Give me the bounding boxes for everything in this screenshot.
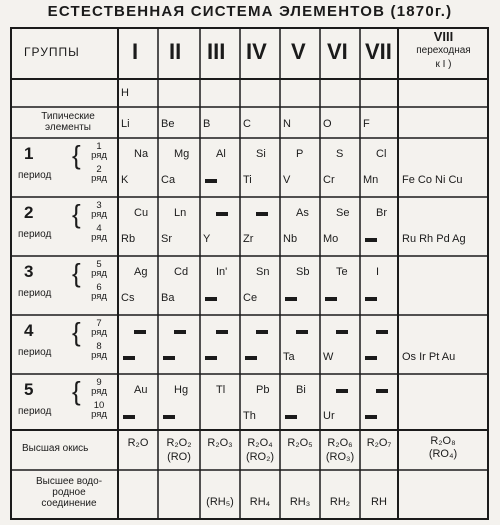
- element-cell: Cr: [323, 174, 335, 186]
- element-cell: Sb: [296, 266, 310, 278]
- row-word-top: ряд: [91, 268, 107, 279]
- row-number-bottom: 6: [96, 282, 102, 293]
- element-cell: Pb: [256, 384, 270, 396]
- row-word-top: ряд: [91, 150, 107, 161]
- element-cell: Mg: [174, 148, 190, 160]
- group-viii-header: [400, 31, 487, 71]
- missing-element-dash: [376, 389, 388, 393]
- groups-header: ГРУППЫ: [24, 45, 80, 59]
- missing-element-dash: [205, 179, 217, 183]
- row-word-top: ряд: [91, 386, 107, 397]
- element-cell: Ta: [283, 351, 295, 363]
- row-word-bottom: ряд: [91, 232, 107, 243]
- hydride-label-line-3: соединение: [41, 498, 97, 509]
- element-cell: Y: [203, 233, 211, 245]
- period-number: 4: [24, 321, 34, 340]
- element-cell: O: [323, 118, 332, 130]
- element-cell: B: [203, 118, 211, 130]
- row-number-top: 9: [96, 377, 102, 388]
- period-number: 3: [24, 262, 34, 281]
- row-number-top: 7: [96, 318, 102, 329]
- element-cell: K: [121, 174, 129, 186]
- missing-element-dash: [376, 330, 388, 334]
- row-word-top: ряд: [91, 209, 107, 220]
- missing-element-dash: [216, 330, 228, 334]
- oxide-formula: R₂O₇: [366, 437, 392, 449]
- group-viii-numeral: VIII: [433, 29, 454, 44]
- element-cell: Cu: [134, 207, 149, 219]
- missing-element-dash: [336, 330, 348, 334]
- oxide-formula-alt: (RO₄): [428, 448, 458, 460]
- oxide-formula: R₂O₂: [166, 437, 192, 449]
- period-label: период: [18, 347, 52, 358]
- group-viii-note-2: к I ): [435, 59, 452, 70]
- missing-element-dash: [174, 330, 186, 334]
- element-cell: Ti: [243, 174, 252, 186]
- element-cell: Se: [336, 207, 350, 219]
- element-cell: Mn: [363, 174, 379, 186]
- row-number-top: 3: [96, 200, 102, 211]
- group-viii-elements: Ru Rh Pd Ag: [402, 233, 466, 245]
- element-cell: Ln: [174, 207, 187, 219]
- element-cell: Nb: [283, 233, 298, 245]
- missing-element-dash: [245, 356, 257, 360]
- group-iv-header: IV: [246, 39, 267, 64]
- element-cell: As: [296, 207, 309, 219]
- row-word-bottom: ряд: [91, 409, 107, 420]
- element-cell: Th: [243, 410, 256, 422]
- brace-icon: {: [72, 258, 81, 288]
- element-cell: I: [376, 266, 380, 278]
- typical-label-line-1: Типические: [41, 111, 95, 122]
- brace-icon: {: [72, 317, 81, 347]
- element-cell: Rb: [121, 233, 136, 245]
- element-cell: Cd: [174, 266, 189, 278]
- element-cell: Cs: [121, 292, 135, 304]
- oxide-formula: R₂O₆: [327, 437, 353, 449]
- row-number-bottom: 4: [96, 223, 102, 234]
- element-cell: Sn: [256, 266, 270, 278]
- element-cell: P: [296, 148, 304, 160]
- oxide-formula-alt: (RO₂): [245, 451, 275, 463]
- missing-element-dash: [123, 415, 135, 419]
- group-i-header: I: [132, 39, 139, 64]
- group-ii-header: II: [169, 39, 182, 64]
- element-cell: S: [336, 148, 344, 160]
- missing-element-dash: [256, 330, 268, 334]
- element-cell: Si: [256, 148, 266, 160]
- missing-element-dash: [365, 238, 377, 242]
- missing-element-dash: [325, 297, 337, 301]
- element-cell: Be: [161, 118, 175, 130]
- element-cell: H: [121, 87, 129, 99]
- missing-element-dash: [365, 356, 377, 360]
- element-cell: V: [283, 174, 291, 186]
- element-cell: Zr: [243, 233, 254, 245]
- period-label: период: [18, 170, 52, 181]
- element-cell: Ce: [243, 292, 258, 304]
- period-label: период: [18, 288, 52, 299]
- missing-element-dash: [336, 389, 348, 393]
- oxide-formula-alt: (RO): [167, 451, 191, 463]
- missing-element-dash: [205, 356, 217, 360]
- period-label: период: [18, 229, 52, 240]
- row-word-bottom: ряд: [91, 173, 107, 184]
- oxide-formula: R₂O₃: [207, 437, 233, 449]
- element-cell: Na: [134, 148, 149, 160]
- missing-element-dash: [205, 297, 217, 301]
- element-cell: N: [283, 118, 291, 130]
- oxide-formula-alt: (RO₃): [325, 451, 355, 463]
- element-cell: Br: [376, 207, 387, 219]
- element-cell: Tl: [216, 384, 226, 396]
- row-number-top: 1: [96, 141, 102, 152]
- missing-element-dash: [163, 356, 175, 360]
- element-cell: Ca: [161, 174, 176, 186]
- element-cell: Bi: [296, 384, 306, 396]
- oxide-formula: R₂O₄: [247, 437, 273, 449]
- row-number-bottom: 10: [93, 400, 105, 411]
- brace-icon: {: [72, 199, 81, 229]
- row-number-top: 5: [96, 259, 102, 270]
- missing-element-dash: [365, 297, 377, 301]
- hydride-label-line-1: Высшее водо-: [35, 476, 103, 487]
- period-number: 5: [24, 380, 34, 399]
- brace-icon: {: [72, 140, 81, 170]
- group-viii-note-1: переходная: [416, 45, 471, 56]
- element-cell: Ba: [161, 292, 175, 304]
- element-cell: Te: [336, 266, 348, 278]
- periodic-table: [10, 27, 489, 520]
- row-number-bottom: 2: [96, 164, 102, 175]
- element-cell: Au: [134, 384, 148, 396]
- row-number-bottom: 8: [96, 341, 102, 352]
- period-number: 2: [24, 203, 34, 222]
- hydride-label: [22, 476, 116, 509]
- missing-element-dash: [163, 415, 175, 419]
- group-vi-header: VI: [327, 39, 348, 64]
- group-iii-header: III: [207, 39, 226, 64]
- hydride-formula: RH: [371, 496, 387, 508]
- missing-element-dash: [123, 356, 135, 360]
- hydride-formula: (RH₅): [206, 496, 234, 508]
- element-cell: Al: [216, 148, 226, 160]
- element-cell: C: [243, 118, 251, 130]
- period-label: период: [18, 406, 52, 417]
- oxide-formula: R₂O₈: [430, 435, 456, 447]
- missing-element-dash: [256, 212, 268, 216]
- element-cell: Cl: [376, 148, 387, 160]
- typical-label-line-2: элементы: [44, 122, 91, 133]
- missing-element-dash: [296, 330, 308, 334]
- hydride-formula: RH₂: [329, 496, 351, 508]
- group-viii-elements: Os Ir Pt Au: [402, 351, 456, 363]
- oxide-label: Высшая окись: [22, 443, 89, 454]
- missing-element-dash: [285, 415, 297, 419]
- missing-element-dash: [134, 330, 146, 334]
- element-cell: Ag: [134, 266, 148, 278]
- element-cell: F: [363, 118, 370, 130]
- hydride-formula: RH₄: [249, 496, 271, 508]
- element-cell: Mo: [323, 233, 339, 245]
- row-word-bottom: ряд: [91, 350, 107, 361]
- oxide-formula: R₂O₅: [287, 437, 313, 449]
- row-word-top: ряд: [91, 327, 107, 338]
- element-cell: Sr: [161, 233, 172, 245]
- typical-elements-label: [22, 111, 114, 133]
- period-number: 1: [24, 144, 34, 163]
- element-cell: In': [216, 266, 228, 278]
- group-viii-elements: Fe Co Ni Cu: [402, 174, 463, 186]
- missing-element-dash: [216, 212, 228, 216]
- hydride-label-line-2: родное: [52, 487, 86, 498]
- hydride-formula: RH₃: [289, 496, 311, 508]
- missing-element-dash: [285, 297, 297, 301]
- element-cell: Ur: [323, 410, 335, 422]
- missing-element-dash: [365, 415, 377, 419]
- element-cell: W: [323, 351, 334, 363]
- element-cell: Li: [121, 118, 130, 130]
- page-title: ЕСТЕСТВЕННАЯ СИСТЕМА ЭЛЕМЕНТОВ (1870г.): [47, 3, 453, 20]
- group-vii-header: VII: [365, 39, 392, 64]
- row-word-bottom: ряд: [91, 291, 107, 302]
- oxide-formula: R₂O: [127, 437, 149, 449]
- element-cell: Hg: [174, 384, 189, 396]
- group-v-header: V: [291, 39, 306, 64]
- brace-icon: {: [72, 376, 81, 406]
